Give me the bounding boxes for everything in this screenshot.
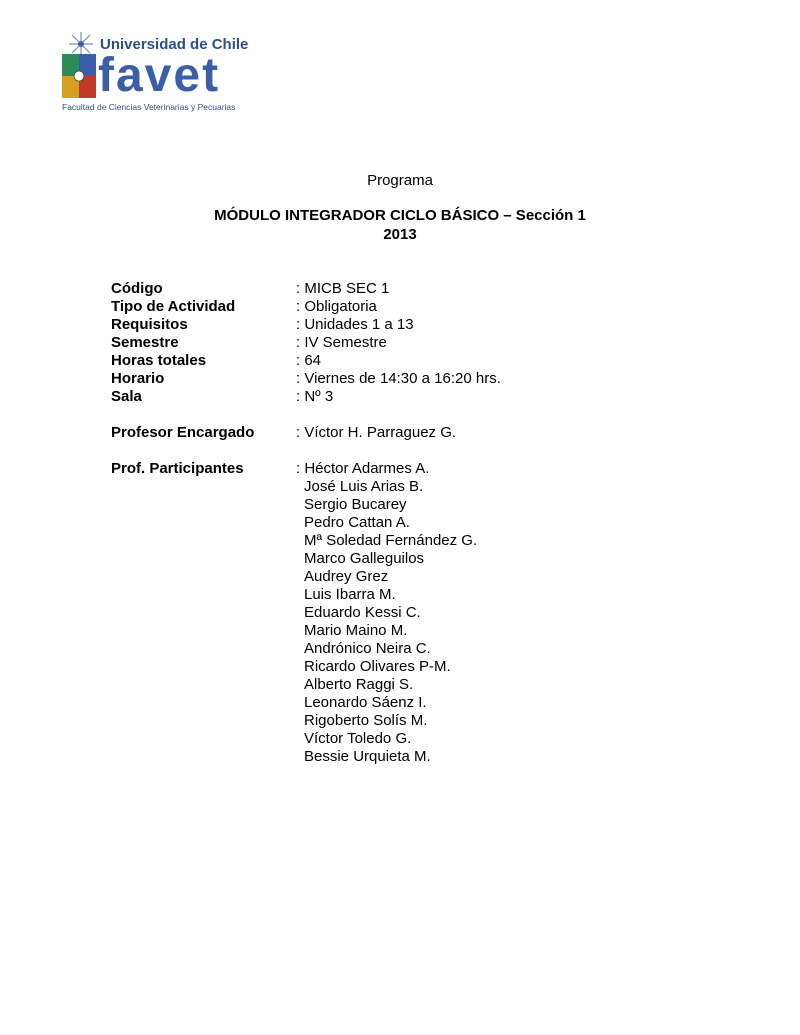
detail-value: : Víctor H. Parraguez G. [296, 424, 457, 441]
participant-name: Ricardo Olivares P-M. [304, 658, 451, 675]
participant-name: Rigoberto Solís M. [304, 712, 428, 729]
detail-value: : Unidades 1 a 13 [296, 316, 414, 333]
detail-value: : Nº 3 [296, 388, 334, 405]
document-type: Programa [367, 172, 433, 189]
detail-label: Horas totales [111, 352, 207, 369]
detail-label: Prof. Participantes [111, 460, 244, 477]
participant-name: Leonardo Sáenz I. [304, 694, 427, 711]
participant-name: Bessie Urquieta M. [304, 748, 431, 765]
detail-value: : Héctor Adarmes A. [296, 460, 430, 477]
participant-name: Audrey Grez [304, 568, 389, 585]
module-year: 2013 [383, 226, 417, 243]
detail-value: : MICB SEC 1 [296, 280, 390, 297]
participant-name: Mª Soledad Fernández G. [304, 532, 478, 549]
detail-label: Tipo de Actividad [111, 298, 236, 315]
participant-name: Sergio Bucarey [304, 496, 407, 513]
faculty-name: Facultad de Ciencias Veterinarias y Pecuarias [62, 102, 236, 112]
star-emblem-icon [66, 32, 96, 56]
module-title: MÓDULO INTEGRADOR CICLO BÁSICO – Sección 1 [214, 207, 586, 224]
detail-value: : Obligatoria [296, 298, 377, 315]
university-name: Universidad de Chile [100, 36, 249, 53]
participant-name: Luis Ibarra M. [304, 586, 396, 603]
shield-emblem-icon [62, 54, 96, 98]
detail-label: Requisitos [111, 316, 188, 333]
participant-name: Víctor Toledo G. [304, 730, 412, 747]
brand-wordmark: favet [98, 49, 221, 102]
detail-value: : Viernes de 14:30 a 16:20 hrs. [296, 370, 501, 387]
detail-value: : 64 [296, 352, 322, 369]
detail-label: Sala [111, 388, 142, 405]
detail-value: : IV Semestre [296, 334, 387, 351]
participant-name: Pedro Cattan A. [304, 514, 410, 531]
detail-label: Profesor Encargado [111, 424, 255, 441]
participant-name: Mario Maino M. [304, 622, 408, 639]
participant-name: Eduardo Kessi C. [304, 604, 421, 621]
participant-name: Andrónico Neira C. [304, 640, 431, 657]
detail-label: Semestre [111, 334, 179, 351]
participant-name: José Luis Arias B. [304, 478, 424, 495]
participant-name: Alberto Raggi S. [304, 676, 414, 693]
detail-label: Código [111, 280, 163, 297]
detail-label: Horario [111, 370, 165, 387]
participant-name: Marco Galleguilos [304, 550, 425, 567]
faculty-logo [60, 30, 260, 118]
